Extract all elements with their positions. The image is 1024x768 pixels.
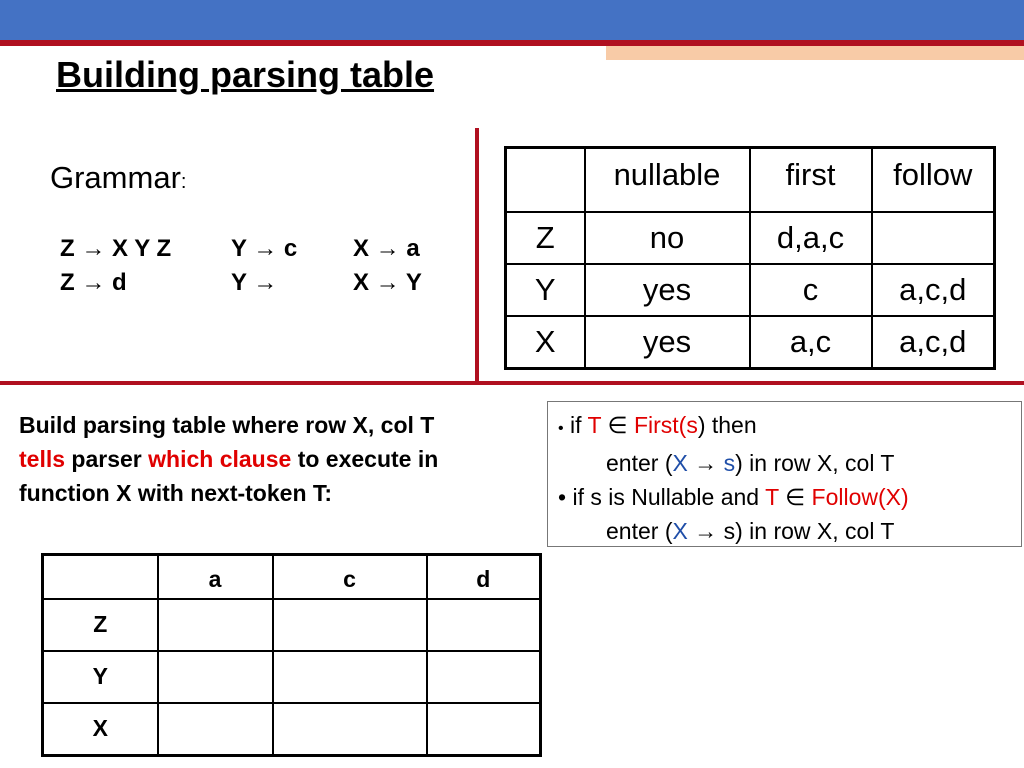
grammar-rule: Y → (231, 269, 278, 296)
header-highlight-bar (606, 46, 1024, 60)
header-bar (0, 0, 1024, 40)
build-line: function X with next-token T: (19, 480, 333, 506)
grammar-rule: Z → d (60, 269, 127, 296)
table-cell (872, 212, 995, 264)
grammar-label (50, 160, 186, 200)
table-cell (273, 599, 427, 651)
table-cell (158, 703, 273, 756)
slide-title: Building parsing table (56, 54, 435, 95)
rule-token-x: X (672, 518, 688, 544)
rule-text: if s is Nullable and (566, 484, 766, 510)
which-clause-emphasis: which clause (148, 446, 292, 472)
bullet: • (558, 484, 567, 510)
table-header-cell (43, 555, 158, 599)
element-of-symbol: ∈ (778, 484, 812, 510)
nullable-first-follow-table (504, 146, 996, 370)
table-cell: c (750, 264, 872, 316)
rule-line (558, 480, 1021, 514)
grammar-rule: Z → X Y Z (60, 235, 172, 262)
rule-text: ) then (697, 412, 757, 438)
rule-text: ) in row X, col T (735, 450, 895, 476)
table-cell (427, 703, 541, 756)
element-of-symbol: ∈ (601, 412, 634, 438)
table-cell: X (43, 703, 158, 756)
table-row (43, 703, 541, 756)
rule-token-s: s (723, 450, 736, 476)
table-cell: Y (43, 651, 158, 703)
rule-token-x: X (672, 450, 688, 476)
rule-line (558, 446, 1021, 480)
table-row (506, 316, 995, 369)
table-header-cell: follow (872, 148, 995, 212)
table-header-cell: first (750, 148, 872, 212)
table-header-cell: c (273, 555, 427, 599)
table-cell (158, 599, 273, 651)
rule-text: enter ( (606, 518, 673, 544)
rule-text: ) in row X, col T (735, 518, 895, 544)
table-cell: yes (585, 264, 750, 316)
rule-token-t: T (587, 412, 602, 438)
parsing-table (41, 553, 542, 757)
follow-x-text: Follow(X) (811, 484, 909, 510)
table-cell: no (585, 212, 750, 264)
table-cell (273, 703, 427, 756)
table-row (506, 264, 995, 316)
table-cell (158, 651, 273, 703)
first-s-text: First(s (633, 412, 698, 438)
arrow-symbol: → (687, 450, 724, 476)
build-text-span: to execute in (291, 446, 439, 472)
table-row (506, 212, 995, 264)
table-row (43, 599, 541, 651)
grammar-colon: : (180, 171, 187, 193)
rule-token-s: s (723, 518, 736, 544)
build-line (19, 442, 549, 476)
arrow-symbol: → (687, 518, 724, 544)
grammar-rule: X → Y (353, 269, 422, 296)
build-text-span: parser (65, 446, 149, 472)
table-cell: Z (43, 599, 158, 651)
tells-emphasis: tells (19, 446, 66, 472)
table-cell: a,c,d (872, 264, 995, 316)
table-cell (427, 651, 541, 703)
table-cell (273, 651, 427, 703)
table-cell: d,a,c (750, 212, 872, 264)
table-header-row (43, 555, 541, 599)
build-line: Build parsing table where row X, col T (19, 412, 435, 438)
table-row (43, 651, 541, 703)
rule-line (558, 408, 1021, 446)
table-cell (427, 599, 541, 651)
table-header-cell: nullable (585, 148, 750, 212)
table-cell: Y (506, 264, 585, 316)
bullet: • (558, 420, 564, 437)
horizontal-divider (0, 381, 1024, 385)
rule-text: enter ( (606, 450, 673, 476)
table-cell: X (506, 316, 585, 369)
table-header-cell (506, 148, 585, 212)
table-header-cell: d (427, 555, 541, 599)
rule-line (558, 514, 1021, 548)
grammar-label-text: Grammar (50, 160, 181, 195)
table-header-row (506, 148, 995, 212)
table-fill-rules-box (547, 401, 1022, 547)
table-cell: a,c,d (872, 316, 995, 369)
grammar-rule: X → a (353, 235, 420, 262)
grammar-rule: Y → c (231, 235, 298, 262)
rule-token-t: T (765, 484, 779, 510)
vertical-divider (475, 128, 479, 382)
rule-text: if (563, 412, 588, 438)
table-header-cell: a (158, 555, 273, 599)
table-cell: a,c (750, 316, 872, 369)
table-cell: Z (506, 212, 585, 264)
build-instructions (19, 408, 549, 510)
table-cell: yes (585, 316, 750, 369)
